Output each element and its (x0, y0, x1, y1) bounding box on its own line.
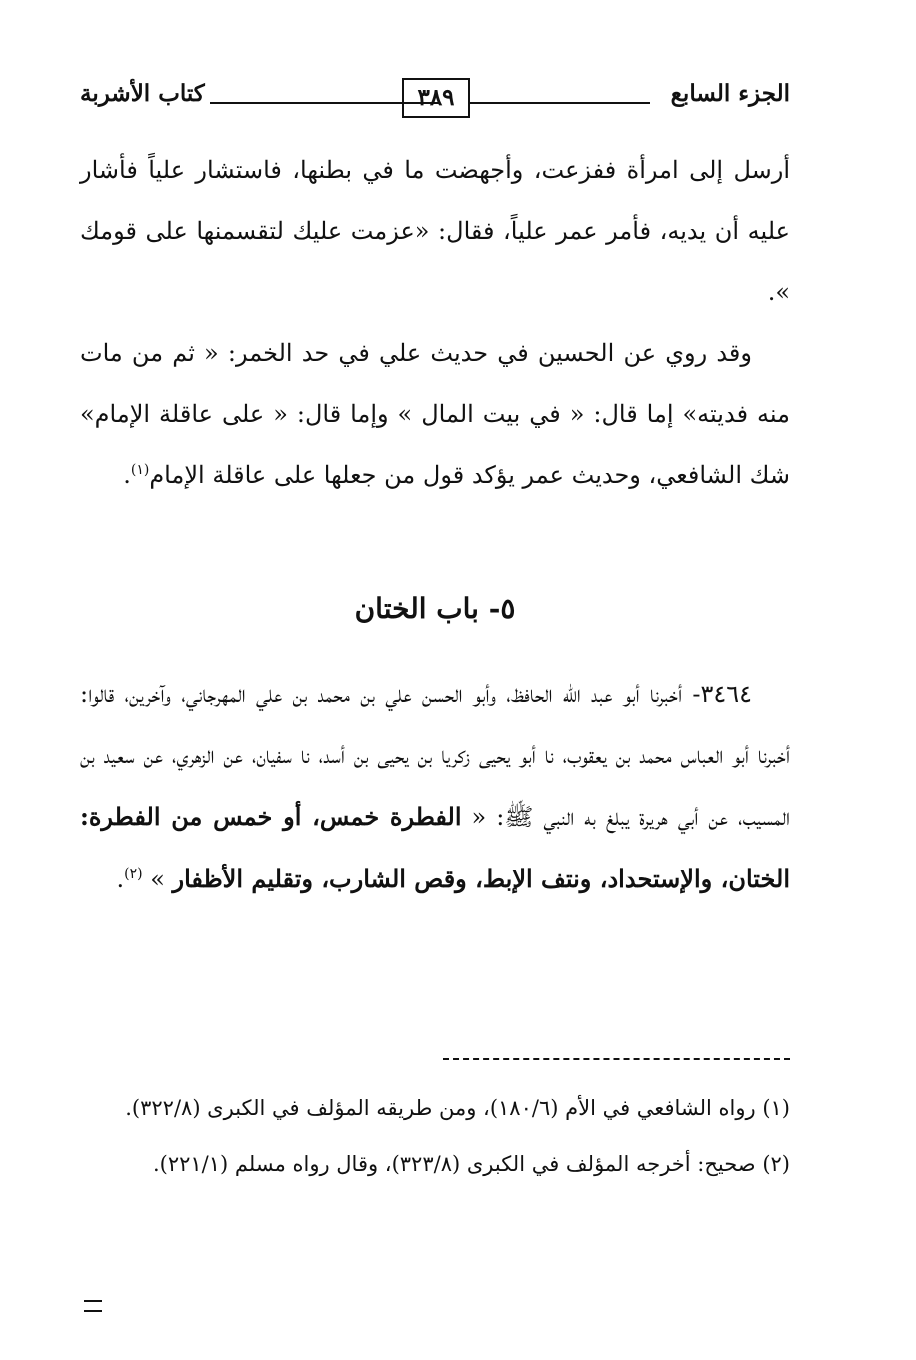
hadith-chain: ٣٤٦٤- أخبرنا أبو عبد الله الحافظ، وأبو الحسن علي بن محمد بن علي المهرجاني، وآخرين، قالوا: أخبرنا أبو العباس محمد بن يعقوب، نا أبو يحيى زكريا بن يحيى بن أسد، نا سفيان، عن الزهري، عن سعيد بن المسيب، عن أبي هريرة يبلغ به النبي ﷺ: « (80, 680, 791, 831)
section-heading: ٥- باب الختان (354, 592, 516, 625)
hadith-close-quote: » (142, 865, 173, 893)
book-title: كتاب الأشربة (80, 80, 205, 107)
footnote-1: (١) رواه الشافعي في الأم (١٨٠/٦)، ومن طريقه المؤلف في الكبرى (٣٢٢/٨). (125, 1096, 790, 1120)
header-rule-right (470, 102, 650, 104)
footnote-2: (٢) صحيح: أخرجه المؤلف في الكبرى (٣٢٣/٨)، وقال رواه مسلم (٢٢١/١). (152, 1152, 790, 1176)
volume-label: الجزء السابع (670, 80, 790, 107)
page-header (80, 74, 790, 124)
paragraph-2-end: . (123, 461, 131, 489)
hadith-end: . (116, 865, 125, 893)
hadith-text: الفطرة خمس، أو خمس من الفطرة: الختان، والإستحداد، ونتف الإبط، وقص الشارب، وتقليم الأظفار (80, 802, 790, 893)
hadith-block (80, 664, 790, 910)
page-number: ٣٨٩ (402, 78, 470, 118)
paragraph-1: أرسل إلى امرأة ففزعت، وأجهضت ما في بطنها، فاستشار علياً فأشار عليه أن يديه، فأمر عمر علياً، فقال: «عزمت عليك لتقسمنها على قومك ». (80, 156, 790, 306)
footnote-ref-2: (٢) (124, 866, 143, 882)
footnote-ref-1: (١) (130, 462, 150, 478)
header-rule-left (210, 102, 440, 104)
text-block-top (80, 140, 790, 506)
hadith-paragraph (80, 664, 790, 910)
footnotes (80, 1080, 790, 1192)
paragraph-2 (80, 323, 790, 506)
paragraph-2-text: وقد روي عن الحسين في حديث علي في حد الخمر: « ثم من مات منه فديته» إما قال: « في بيت المال » وإما قال: « على عاقلة الإمام» شك الشافعي، وحديث عمر يؤكد قول من جعلها على عاقلة الإمام (80, 339, 790, 489)
page-end-mark (84, 1300, 102, 1312)
footnote-separator (443, 1058, 790, 1060)
